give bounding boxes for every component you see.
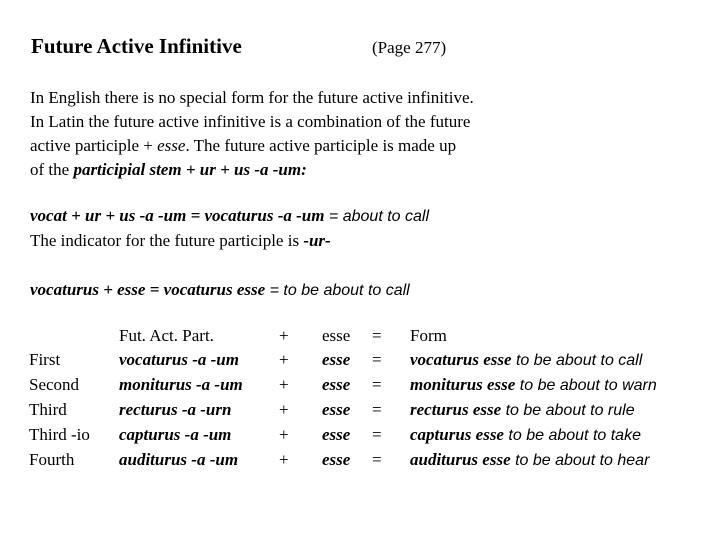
esse: esse — [322, 425, 351, 444]
form-meaning: to be about to take — [503, 427, 641, 444]
form-meaning: to be about to hear — [510, 452, 650, 469]
plus-sign: + — [279, 425, 289, 444]
equals-sign: = — [372, 425, 382, 444]
participle: recturus -a -urn — [119, 400, 232, 419]
conjugation-name: Third -io — [29, 425, 90, 444]
header-form: Form — [410, 326, 447, 345]
participle: vocaturus -a -um — [119, 350, 239, 369]
intro-line-3c: . The future active participle is made up — [185, 136, 457, 155]
example2-meaning: = to be about to call — [265, 282, 410, 299]
page-reference: (Page 277) — [372, 38, 447, 57]
participle: capturus -a -um — [119, 425, 232, 444]
indicator-text: The indicator for the future participle is — [30, 231, 304, 250]
page-title: Future Active Infinitive — [31, 34, 242, 58]
intro-line-1: In English there is no special form for the future active infinitive. — [30, 88, 474, 107]
form-latin: moniturus esse — [410, 375, 516, 394]
table-row — [29, 448, 710, 473]
header-plus: + — [279, 326, 289, 345]
conjugation-name: Third — [29, 400, 67, 419]
participle: moniturus -a -um — [119, 375, 243, 394]
table-row — [29, 348, 710, 373]
form-cell — [410, 423, 710, 448]
example1-meaning: = about to call — [324, 208, 429, 225]
esse: esse — [322, 400, 351, 419]
example1-formula: vocat + ur + us -a -um = vocaturus -a -um — [30, 206, 325, 225]
indicator-value: -ur- — [303, 231, 331, 250]
intro-line-3a: active participle + — [30, 136, 158, 155]
esse: esse — [322, 450, 351, 469]
header-eq: = — [372, 326, 382, 345]
header-part: Fut. Act. Part. — [119, 326, 214, 345]
example-paragraph-2 — [30, 278, 690, 303]
form-cell — [410, 398, 710, 423]
plus-sign: + — [279, 400, 289, 419]
conjugation-table — [29, 324, 710, 473]
header-esse: esse — [322, 326, 351, 345]
intro-paragraph — [30, 86, 690, 182]
intro-formula: participial stem + ur + us -a -um: — [73, 160, 307, 179]
form-meaning: to be about to warn — [515, 377, 657, 394]
equals-sign: = — [372, 400, 382, 419]
form-cell — [410, 373, 710, 398]
intro-line-4a: of the — [30, 160, 74, 179]
intro-line-2: In Latin the future active infinitive is a combination of the future — [30, 112, 471, 131]
conjugation-name: Second — [29, 375, 80, 394]
form-cell — [410, 348, 710, 373]
intro-esse-term: esse — [157, 136, 186, 155]
form-meaning: to be about to call — [511, 352, 643, 369]
equals-sign: = — [372, 350, 382, 369]
plus-sign: + — [279, 350, 289, 369]
participle: auditurus -a -um — [119, 450, 239, 469]
conjugation-name: First — [29, 350, 61, 369]
example-paragraph-1 — [30, 204, 690, 253]
form-meaning: to be about to rule — [501, 402, 635, 419]
esse: esse — [322, 375, 351, 394]
esse: esse — [322, 350, 351, 369]
table-row — [29, 398, 710, 423]
form-latin: recturus esse — [410, 400, 502, 419]
equals-sign: = — [372, 375, 382, 394]
plus-sign: + — [279, 450, 289, 469]
equals-sign: = — [372, 450, 382, 469]
header-blank — [29, 324, 119, 348]
plus-sign: + — [279, 375, 289, 394]
form-latin: vocaturus esse — [410, 350, 512, 369]
form-latin: capturus esse — [410, 425, 504, 444]
table-row — [29, 423, 710, 448]
form-cell — [410, 448, 710, 473]
table-row — [29, 373, 710, 398]
conjugation-name: Fourth — [29, 450, 75, 469]
example2-formula: vocaturus + esse = vocaturus esse — [30, 280, 266, 299]
form-latin: auditurus esse — [410, 450, 511, 469]
table-header-row — [29, 324, 710, 348]
